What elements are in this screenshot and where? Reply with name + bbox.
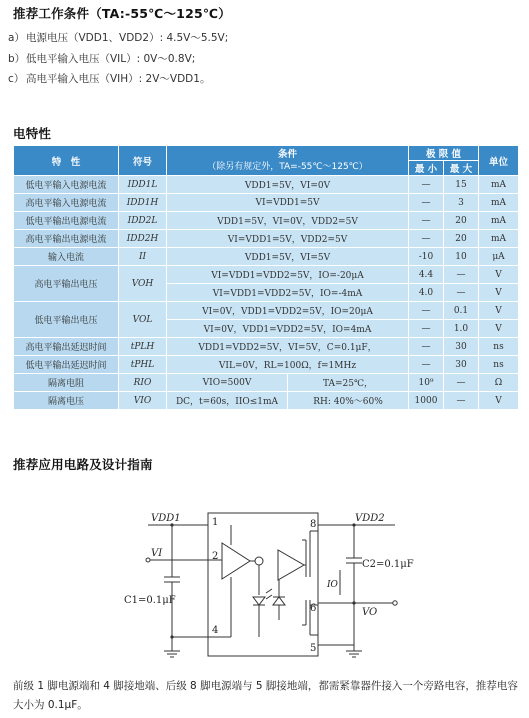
pin-label: 4 <box>212 625 219 636</box>
table-row: 低电平输出电源电流 IDD2L VDD1=5V，VI=0V，VDD2=5V — 20 mA <box>14 212 519 230</box>
list-item: c） 高电平输入电压（VIH）: 2V～VDD1。 <box>8 73 211 85</box>
table-row: 隔离电阻 RIO VIO=500V TA=25℃， 10⁹ — Ω <box>14 374 519 392</box>
label-c1: C1=0.1μF <box>124 595 176 606</box>
led-symbol <box>253 597 265 605</box>
label-vdd1: VDD1 <box>151 513 181 524</box>
label-c2: C2=0.1μF <box>362 559 414 570</box>
input-buffer-symbol <box>222 543 250 579</box>
header-min: 最 小 <box>409 161 444 176</box>
label-io: IO <box>327 580 338 590</box>
table-row: 低电平输出延迟时间 tPHL VIL=0V，RL=100Ω，f=1MHz — 30 ns <box>14 356 519 374</box>
photodiode-symbol <box>273 597 285 605</box>
label-vdd2: VDD2 <box>355 513 385 524</box>
header-max: 最 大 <box>444 161 479 176</box>
table-row: 高电平输入电源电流 IDD1H VI=VDD1=5V — 3 mA <box>14 194 519 212</box>
electrical-title: 电特性 <box>13 126 52 141</box>
table-row: 低电平输入电源电流 IDD1L VDD1=5V，VI=0V — 15 mA <box>14 176 519 194</box>
application-circuit-diagram <box>0 505 529 670</box>
application-title: 推荐应用电路及设计指南 <box>13 457 153 472</box>
header-limit: 极 限 值 <box>409 146 479 161</box>
pin-label: 6 <box>310 603 317 614</box>
table-row: 高电平输出电源电流 IDD2H VI=VDD1=5V，VDD2=5V — 20 mA <box>14 230 519 248</box>
pin-label: 2 <box>212 551 219 562</box>
pin-label: 8 <box>310 519 317 530</box>
list-item: a）电源电压（VDD1、VDD2）: 4.5V～5.5V; <box>8 32 229 44</box>
chip-outline <box>208 513 318 656</box>
application-note: 前级 1 脚电源端和 4 脚接地端、后级 8 脚电源端与 5 脚接地端，都需紧靠器件接入一个旁路电容，推荐电容大小为 0.1μF。 <box>13 680 518 711</box>
header-unit: 单位 <box>479 146 519 176</box>
label-vo: VO <box>362 607 378 618</box>
table-row: VI=VDD1=VDD2=5V，IO=-4mA 4.0 — V <box>14 284 519 302</box>
table-row: VI=0V，VDD1=VDD2=5V，IO=4mA — 1.0 V <box>14 320 519 338</box>
recommended-list <box>8 28 508 90</box>
label-vi: VI <box>151 548 163 559</box>
table-row: 输入电流 II VDD1=5V，VI=5V -10 10 μA <box>14 248 519 266</box>
led-driver-symbol <box>255 557 263 565</box>
table-row: 高电平输出电压 VOH VI=VDD1=VDD2=5V，IO=-20μA 4.4 — V <box>14 266 519 284</box>
table-row: 隔离电压 VIO DC，t=60s，IIO≤1mA RH: 40%～60% 1000 — V <box>14 392 519 410</box>
pin-label: 1 <box>212 517 219 528</box>
output-buffer-symbol <box>278 550 304 580</box>
header-condition: 条件 （除另有规定外，TA=-55℃～125℃） <box>167 146 409 176</box>
electrical-table <box>13 145 519 410</box>
table-row: 高电平输出延迟时间 tPLH VDD1=VDD2=5V，VI=5V，C=0.1μF， — 30 ns <box>14 338 519 356</box>
table-row: 低电平输出电压 VOL VI=0V，VDD1=VDD2=5V，IO=20μA — 0.1 V <box>14 302 519 320</box>
list-item: b）低电平输入电压（VIL）: 0V～0.8V; <box>8 52 196 65</box>
recommended-title: 推荐工作条件（TA:-55℃～125℃） <box>13 6 231 21</box>
pin-label: 5 <box>310 643 317 654</box>
header-feature: 特 性 <box>14 146 119 176</box>
header-symbol: 符号 <box>119 146 167 176</box>
